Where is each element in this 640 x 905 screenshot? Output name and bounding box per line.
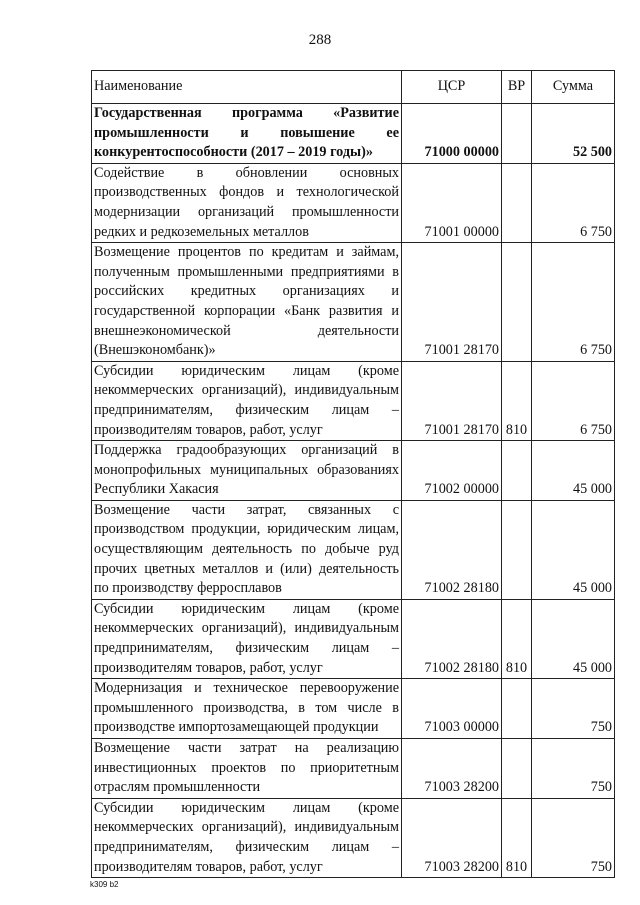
table-row [92,104,615,164]
row-name: Модернизация и техническое перевооружение промышленного производства, в том числе в производстве импортозамещающей продукции [92,679,402,739]
row-sum: 750 [532,739,615,799]
row-name: Возмещение процентов по кредитам и займам, полученным промышленными предприятиями в российских кредитных организациях и государственной корпорации «Банк развития и внешнеэкономической деятельности (Внешэкономбанк)» [92,243,402,362]
row-csr: 71002 00000 [402,441,502,501]
row-vr: 810 [502,361,532,440]
page-number: 288 [308,32,332,48]
row-name: Субсидии юридическим лицам (кроме некоммерческих организаций), индивидуальным предпринимателям, физическим лицам – производителям товаров, работ, услуг [92,599,402,678]
table-row [92,361,615,440]
row-csr: 71001 28170 [402,243,502,362]
table-row [92,599,615,678]
row-name: Государственная программа «Развитие промышленности и повышение ее конкурентоспособности (2017 – 2019 годы)» [92,104,402,164]
header-vr: ВР [502,71,532,104]
row-sum: 750 [532,679,615,739]
row-vr [502,243,532,362]
row-csr: 71002 28180 [402,599,502,678]
row-vr [502,500,532,599]
table-row [92,243,615,362]
row-sum: 45 000 [532,599,615,678]
row-sum: 45 000 [532,441,615,501]
row-name: Возмещение части затрат, связанных с производством продукции, юридическим лицам, осуществляющим деятельность по добыче руд прочих цветных металлов и (или) деятельность по производству ферросплавов [92,500,402,599]
row-name: Субсидии юридическим лицам (кроме некоммерческих организаций), индивидуальным предпринимателям, физическим лицам – производителям товаров, работ, услуг [92,361,402,440]
table-row [92,798,615,877]
row-sum: 6 750 [532,163,615,242]
row-sum: 6 750 [532,361,615,440]
row-csr: 71002 28180 [402,500,502,599]
table-header-row [92,71,615,104]
budget-table [91,70,615,878]
row-csr: 71001 00000 [402,163,502,242]
table-row [92,441,615,501]
row-name: Поддержка градообразующих организаций в монопрофильных муниципальных образованиях Республики Хакасия [92,441,402,501]
row-vr [502,104,532,164]
row-vr: 810 [502,599,532,678]
table-row [92,739,615,799]
row-vr [502,163,532,242]
table-row [92,500,615,599]
row-sum: 52 500 [532,104,615,164]
header-sum: Сумма [532,71,615,104]
row-vr [502,739,532,799]
row-vr [502,441,532,501]
row-name: Возмещение части затрат на реализацию инвестиционных проектов по приоритетным отраслям промышленности [92,739,402,799]
row-sum: 750 [532,798,615,877]
row-name: Субсидии юридическим лицам (кроме некоммерческих организаций), индивидуальным предпринимателям, физическим лицам – производителям товаров, работ, услуг [92,798,402,877]
row-csr: 71000 00000 [402,104,502,164]
table-row [92,163,615,242]
row-csr: 71003 28200 [402,739,502,799]
header-name: Наименование [92,71,402,104]
row-csr: 71003 00000 [402,679,502,739]
row-vr: 810 [502,798,532,877]
row-csr: 71003 28200 [402,798,502,877]
footer-code: k309 b2 [90,880,119,889]
row-csr: 71001 28170 [402,361,502,440]
header-csr: ЦСР [402,71,502,104]
row-vr [502,679,532,739]
table-row [92,679,615,739]
row-sum: 45 000 [532,500,615,599]
row-name: Содействие в обновлении основных производственных фондов и технологической модернизации организаций промышленности редких и редкоземельных металлов [92,163,402,242]
row-sum: 6 750 [532,243,615,362]
